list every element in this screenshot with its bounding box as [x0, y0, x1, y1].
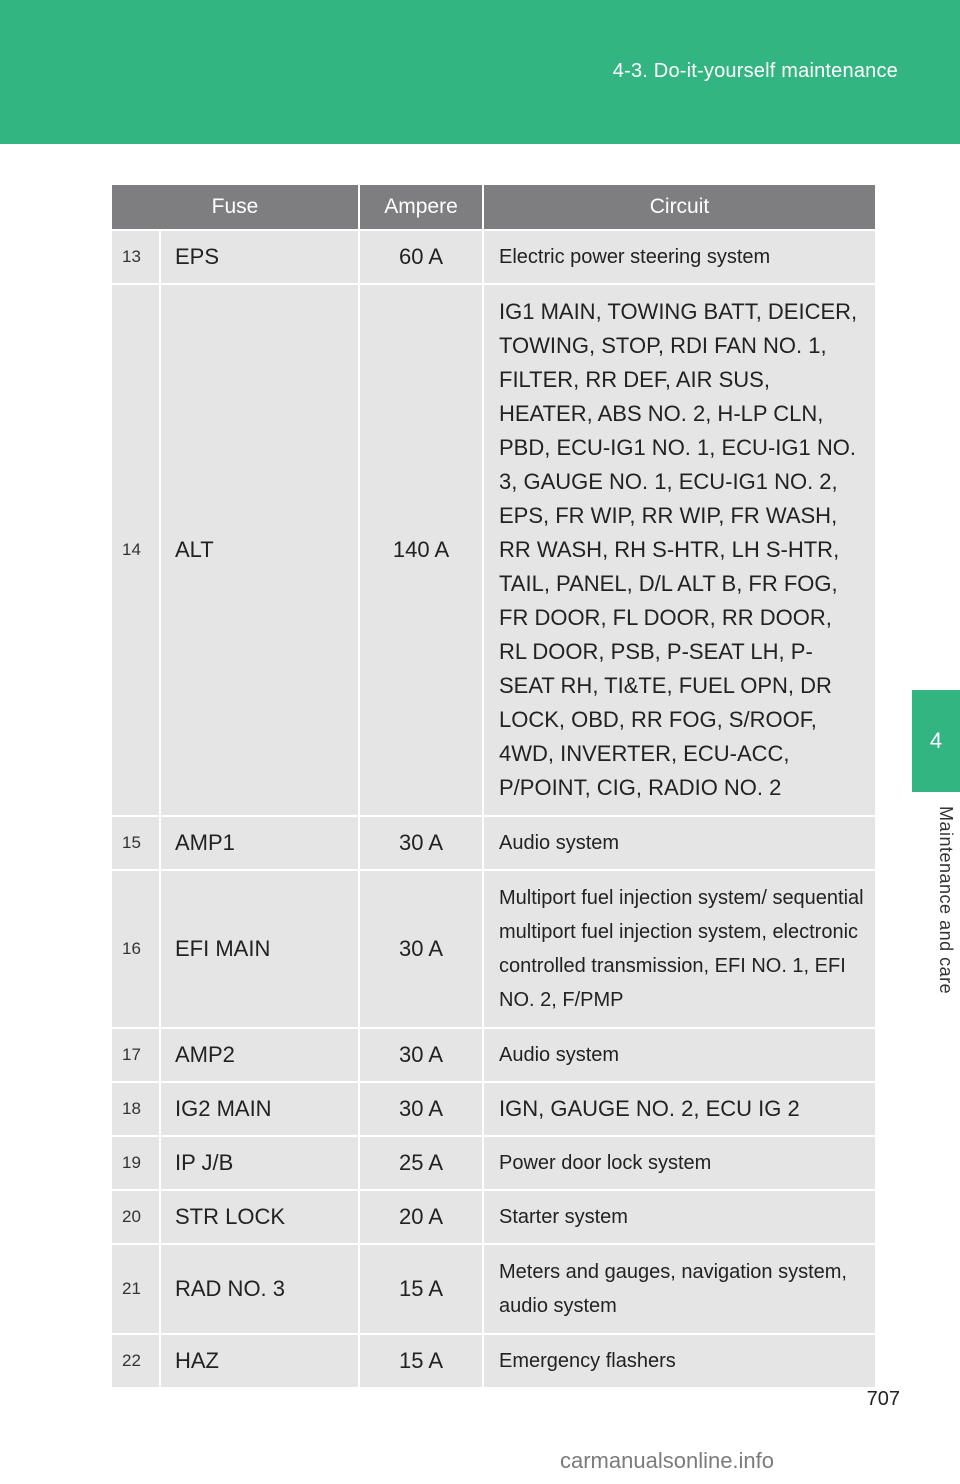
table-row	[112, 816, 875, 870]
fuse-number: 15	[112, 816, 160, 870]
fuse-name: RAD NO. 3	[160, 1244, 359, 1334]
page-number: 707	[866, 1388, 900, 1410]
table-row	[112, 1190, 875, 1244]
fuse-name: HAZ	[160, 1334, 359, 1388]
fuse-ampere: 25 A	[359, 1136, 483, 1190]
fuse-name: AMP2	[160, 1028, 359, 1082]
fuse-name: ALT	[160, 284, 359, 816]
fuse-number: 18	[112, 1082, 160, 1136]
fuse-circuit: IG1 MAIN, TOWING BATT, DEICER, TOWING, STOP, RDI FAN NO. 1, FILTER, RR DEF, AIR SUS, HEATER, ABS NO. 2, H-LP CLN, PBD, ECU-IG1 NO. 1, ECU-IG1 NO. 3, GAUGE NO. 1, ECU-IG1 NO. 2, EPS, FR WIP, RR WIP, FR WASH, RR WASH, RH S-HTR, LH S-HTR, TAIL, PANEL, D/L ALT B, FR FOG, FR DOOR, FL DOOR, RR DOOR, RL DOOR, PSB, P-SEAT LH, P-SEAT RH, TI&TE, FUEL OPN, DR LOCK, OBD, RR FOG, S/ROOF, 4WD, INVERTER, ECU-ACC, P/POINT, CIG, RADIO NO. 2	[483, 284, 875, 816]
fuse-number: 16	[112, 870, 160, 1028]
fuse-number: 13	[112, 230, 160, 284]
fuse-ampere: 15 A	[359, 1334, 483, 1388]
fuse-table	[112, 185, 875, 1389]
fuse-ampere: 30 A	[359, 1082, 483, 1136]
table-row	[112, 1244, 875, 1334]
fuse-circuit: Starter system	[483, 1190, 875, 1244]
fuse-ampere: 30 A	[359, 1028, 483, 1082]
column-header-ampere: Ampere	[359, 185, 483, 230]
fuse-name: EPS	[160, 230, 359, 284]
column-header-circuit: Circuit	[483, 185, 875, 230]
table-row	[112, 230, 875, 284]
fuse-ampere: 60 A	[359, 230, 483, 284]
fuse-circuit: Power door lock system	[483, 1136, 875, 1190]
fuse-circuit: IGN, GAUGE NO. 2, ECU IG 2	[483, 1082, 875, 1136]
section-title: 4-3. Do-it-yourself maintenance	[612, 60, 898, 82]
fuse-number: 14	[112, 284, 160, 816]
fuse-ampere: 30 A	[359, 870, 483, 1028]
fuse-name: AMP1	[160, 816, 359, 870]
fuse-circuit: Audio system	[483, 816, 875, 870]
fuse-number: 22	[112, 1334, 160, 1388]
fuse-circuit: Multiport fuel injection system/ sequential multiport fuel injection system, electronic controlled transmission, EFI NO. 1, EFI NO. 2, F/PMP	[483, 870, 875, 1028]
fuse-circuit: Meters and gauges, navigation system, audio system	[483, 1244, 875, 1334]
fuse-ampere: 15 A	[359, 1244, 483, 1334]
fuse-ampere: 20 A	[359, 1190, 483, 1244]
page-header	[0, 0, 960, 144]
fuse-circuit: Emergency flashers	[483, 1334, 875, 1388]
fuse-ampere: 30 A	[359, 816, 483, 870]
fuse-name: STR LOCK	[160, 1190, 359, 1244]
fuse-number: 20	[112, 1190, 160, 1244]
table-row	[112, 1136, 875, 1190]
table-row	[112, 1334, 875, 1388]
chapter-label: Maintenance and care	[936, 806, 956, 995]
fuse-name: IG2 MAIN	[160, 1082, 359, 1136]
fuse-number: 19	[112, 1136, 160, 1190]
table-row	[112, 870, 875, 1028]
table-header-row	[112, 185, 875, 230]
table-row	[112, 1028, 875, 1082]
chapter-tab[interactable]: 4	[912, 690, 960, 792]
fuse-name: EFI MAIN	[160, 870, 359, 1028]
table-row	[112, 284, 875, 816]
fuse-number: 21	[112, 1244, 160, 1334]
fuse-name: IP J/B	[160, 1136, 359, 1190]
fuse-number: 17	[112, 1028, 160, 1082]
column-header-fuse: Fuse	[112, 185, 359, 230]
watermark-text: carmanualsonline.info	[560, 1448, 775, 1473]
fuse-ampere: 140 A	[359, 284, 483, 816]
fuse-circuit: Audio system	[483, 1028, 875, 1082]
table-row	[112, 1082, 875, 1136]
fuse-circuit: Electric power steering system	[483, 230, 875, 284]
